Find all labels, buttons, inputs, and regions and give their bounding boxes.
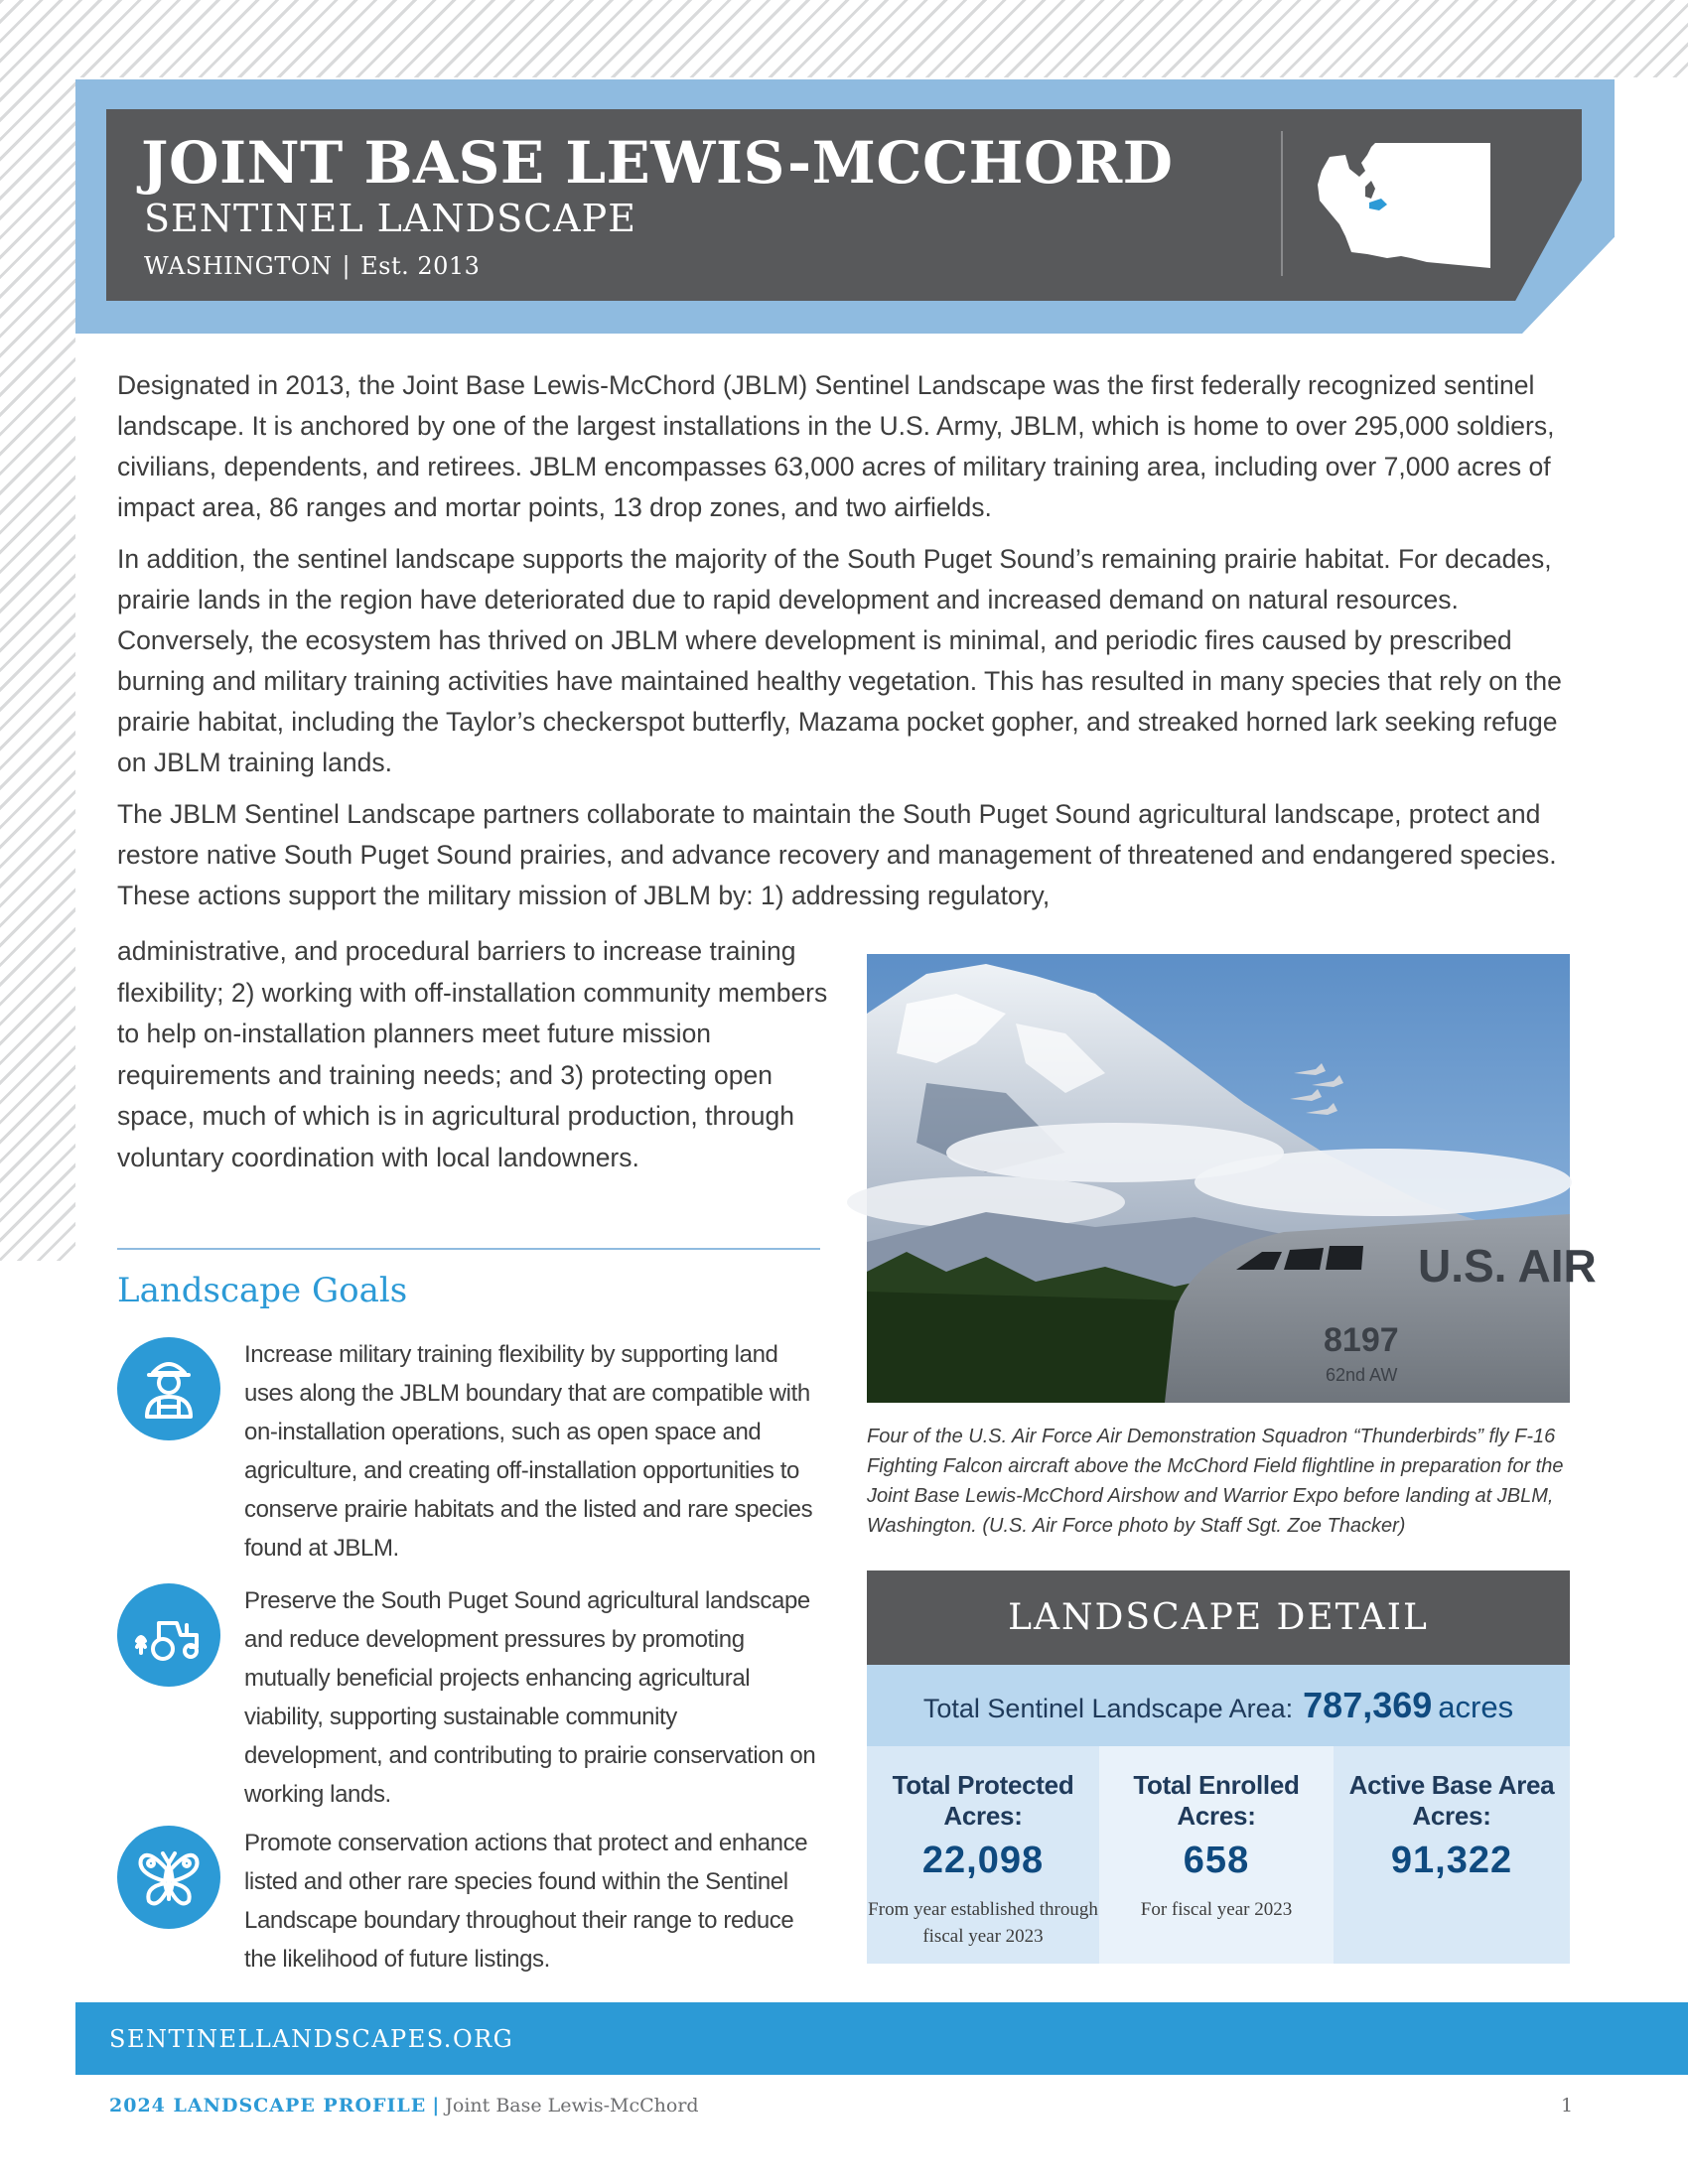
tractor-icon — [117, 1583, 220, 1687]
butterfly-icon — [117, 1826, 220, 1929]
intro-paragraph-1: Designated in 2013, the Joint Base Lewis-McChord (JBLM) Sentinel Landscape was the first federally recognized sentinel landscape. It is anchored by one of the largest installations in the U.S. Army, JBLM, which is home to over 295,000 soldiers, civilians, dependents, and retirees. JBLM encompasses 63,000 acres of military training area, including over 7,000 acres of impact area, 86 ranges and mortar points, 13 drop zones, and two airfields. — [117, 370, 1555, 522]
page-number: 1 — [1561, 2095, 1574, 2116]
footer-separator: | — [432, 2095, 440, 2116]
title-separator: | — [342, 252, 352, 280]
stripe-pattern-left — [0, 0, 75, 1261]
banner-divider — [1281, 131, 1283, 276]
state-established-line — [144, 252, 480, 280]
detail-label: Total Protected Acres: — [892, 1770, 1074, 1831]
goals-divider — [117, 1248, 820, 1250]
stripe-pattern-top — [0, 0, 1688, 77]
total-landscape-area — [867, 1665, 1570, 1746]
farmer-icon — [117, 1337, 220, 1440]
detail-note: For fiscal year 2023 — [1140, 1899, 1293, 1920]
footer-profile-line — [109, 2095, 699, 2116]
wing-text: 62nd AW — [1326, 1365, 1398, 1385]
total-area-unit: acres — [1438, 1690, 1514, 1724]
landscape-detail-heading: LANDSCAPE DETAIL — [867, 1570, 1570, 1665]
detail-label: Active Base Area Acres: — [1348, 1770, 1555, 1831]
detail-note: From year established through fiscal year 2023 — [868, 1899, 1098, 1947]
goal-text-2: Preserve the South Puget Sound agricultural landscape and reduce development pressures by promoting mutually beneficial projects enhancing agricultural viability, supporting sustainable community development, and contributing to prairie conservation on working lands. — [244, 1587, 816, 1808]
goal-text-1: Increase military training flexibility by supporting land uses along the JBLM boundary that are compatible with on-installation operations, such as open space and agriculture, and creating off-installation opportunities to conserve prairie habitats and the listed and rare species found at JBLM. — [244, 1341, 813, 1562]
detail-columns — [867, 1746, 1570, 1964]
detail-column-enrolled — [1099, 1746, 1334, 1964]
total-area-value: 787,369 — [1303, 1685, 1433, 1725]
intro-text — [117, 365, 1567, 927]
fuselage-text: U.S. AIR — [1418, 1240, 1597, 1292]
total-area-label: Total Sentinel Landscape Area: — [922, 1694, 1294, 1723]
state-name: WASHINGTON — [144, 252, 333, 280]
footer-profile-label: 2024 LANDSCAPE PROFILE — [109, 2095, 427, 2116]
mountain-aircraft-photo — [867, 954, 1597, 1403]
detail-column-protected — [867, 1746, 1099, 1964]
detail-label: Total Enrolled Acres: — [1133, 1770, 1300, 1831]
photo-illustration — [867, 954, 1597, 1403]
detail-value: 22,098 — [921, 1840, 1045, 1881]
detail-column-active-base — [1334, 1746, 1570, 1964]
footer-website-link[interactable]: SENTINELLANDSCAPES.ORG — [109, 2025, 514, 2053]
page-title: JOINT BASE LEWIS-MCCHORD — [141, 129, 1174, 197]
footer-landscape-name: Joint Base Lewis-McChord — [445, 2095, 699, 2116]
detail-value: 658 — [1183, 1840, 1250, 1881]
goals-heading: Landscape Goals — [117, 1271, 408, 1310]
detail-value: 91,322 — [1390, 1840, 1513, 1881]
goal-text-3: Promote conservation actions that protect and enhance listed and other rare species found within the Sentinel Landscape boundary throughout their range to reduce the likelihood of future listings. — [244, 1830, 808, 1973]
intro-paragraph-2: In addition, the sentinel landscape supports the majority of the South Puget Sound’s remaining prairie habitat. For decades, prairie lands in the region have deteriorated due to rapid development and increased demand on natural resources. Conversely, the ecosystem has thrived on JBLM where development is minimal, and periodic fires caused by prescribed burning and military training activities have maintained healthy vegetation. This has resulted in many species that rely on the prairie habitat, including the Taylor’s checkerspot butterfly, Mazama pocket gopher, and streaked horned lark seeking refuge on JBLM training lands. — [117, 544, 1562, 777]
washington-state-map-icon — [1316, 141, 1492, 270]
established-year: Est. 2013 — [360, 252, 481, 280]
tail-number-text: 8197 — [1324, 1321, 1399, 1359]
intro-paragraph-3-continued: administrative, and procedural barriers to increase training flexibility; 2) working with off-installation community members to help on-installation planners meet future mission requirements and training needs; and 3) protecting open space, much of which is in agricultural production, through voluntary coordination with local landowners. — [117, 936, 828, 1172]
photo-caption: Four of the U.S. Air Force Air Demonstration Squadron “Thunderbirds” fly F-16 Fighting Falcon aircraft above the McChord Field flightline in preparation for the Joint Base Lewis-McChord Airshow and Warrior Expo before landing at JBLM, Washington. (U.S. Air Force photo by Staff Sgt. Zoe Thacker) — [867, 1426, 1564, 1537]
intro-paragraph-3: The JBLM Sentinel Landscape partners collaborate to maintain the South Puget Sound agricultural landscape, protect and restore native South Puget Sound prairies, and advance recovery and management of threatened and endangered species. These actions support the military mission of JBLM by: 1) addressing regulatory, — [117, 799, 1557, 910]
page-subtitle: SENTINEL LANDSCAPE — [144, 197, 636, 240]
